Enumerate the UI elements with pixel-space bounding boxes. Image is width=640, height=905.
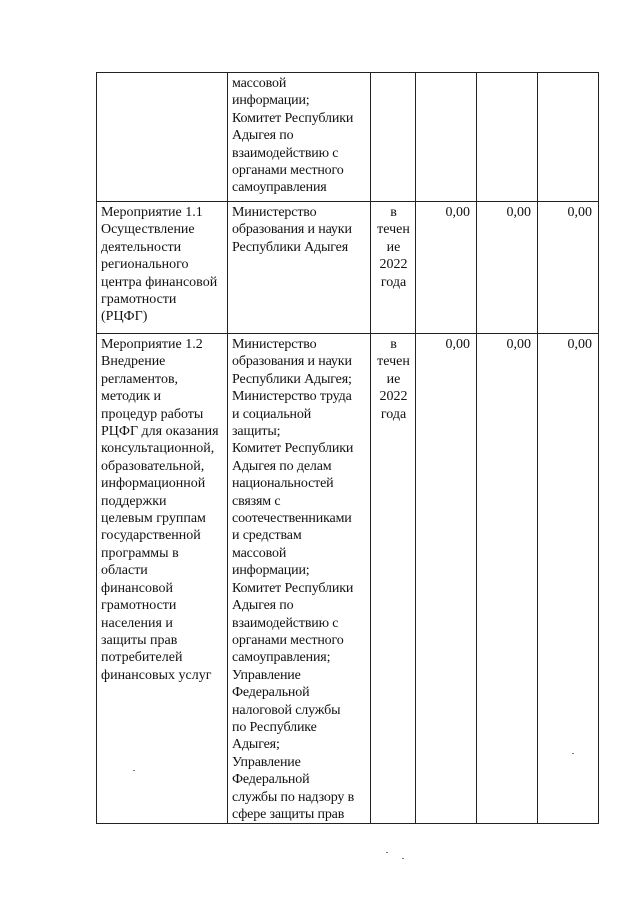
value-cell-3: 0,00 xyxy=(538,334,599,824)
executors-cell: Министерство образования и науки Республики Адыгея xyxy=(228,202,371,334)
value-cell-3: 0,00 xyxy=(538,202,599,334)
table-row xyxy=(97,73,599,202)
executors-cell: массовой информации; Комитет Республики Адыгея по взаимодействию с органами местного самоуправления xyxy=(228,73,371,202)
executors-cell: Министерство образования и науки Республики Адыгея; Министерство труда и социальной защиты; Комитет Республики Адыгея по делам национальностей связям с соотечественниками и средствам массовой информации; Комитет Республики Адыгея по взаимодействию с органами местного самоуправления; Управление Федеральной налоговой службы по Республике Адыгея; Управление Федеральной службы по надзору в сфере защиты прав xyxy=(228,334,371,824)
value-cell-1 xyxy=(416,73,477,202)
table-row xyxy=(97,334,599,824)
term-cell: в течен ие 2022 года xyxy=(371,334,416,824)
value-cell-1: 0,00 xyxy=(416,334,477,824)
value-cell-2 xyxy=(477,73,538,202)
program-activities-table xyxy=(96,72,599,824)
scan-speck xyxy=(402,858,404,859)
value-cell-1: 0,00 xyxy=(416,202,477,334)
scan-speck xyxy=(133,770,135,771)
scan-speck xyxy=(386,852,388,853)
value-cell-2: 0,00 xyxy=(477,334,538,824)
term-cell xyxy=(371,73,416,202)
table-row xyxy=(97,202,599,334)
value-cell-3 xyxy=(538,73,599,202)
term-cell: в течен ие 2022 года xyxy=(371,202,416,334)
scan-speck xyxy=(572,753,574,754)
activity-cell: Мероприятие 1.2 Внедрение регламентов, методик и процедур работы РЦФГ для оказания консультационной, образовательной, информационной поддержки целевым группам государственной программы в области финансовой грамотности населения и защиты прав потребителей финансовых услуг xyxy=(97,334,228,824)
activity-cell: Мероприятие 1.1 Осуществление деятельности регионального центра финансовой грамотности (РЦФГ) xyxy=(97,202,228,334)
value-cell-2: 0,00 xyxy=(477,202,538,334)
activity-cell xyxy=(97,73,228,202)
